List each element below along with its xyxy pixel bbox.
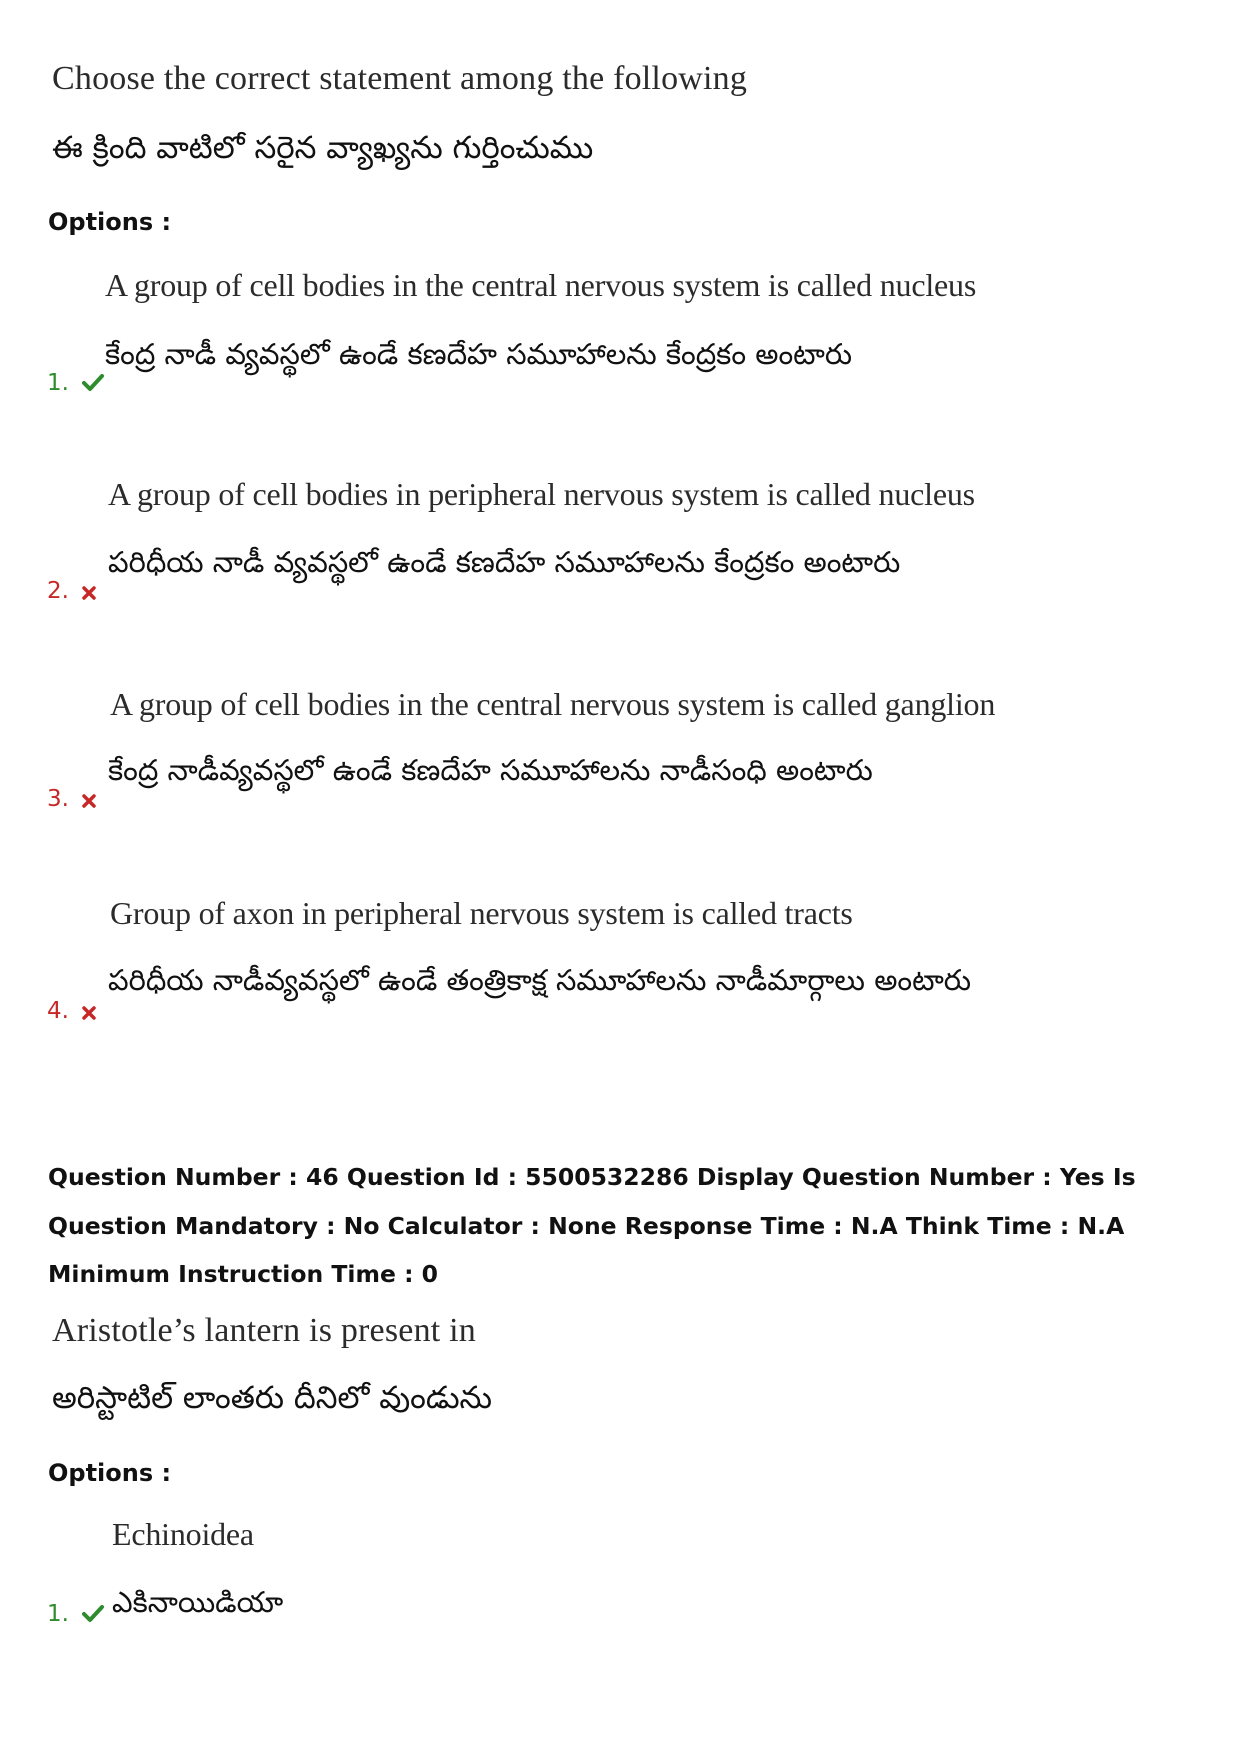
- option-number-label: 3.: [47, 786, 69, 812]
- option-number: [47, 786, 96, 814]
- option-number-label: 1.: [47, 1601, 69, 1627]
- option-text-te: కేంద్ర నాడీవ్యవస్థలో ఉండే కణదేహ సమూహాలను నాడీసంధి అంటారు: [108, 753, 873, 787]
- check-icon: [82, 1603, 104, 1629]
- option-text-en: Group of axon in peripheral nervous system is called tracts: [110, 895, 853, 931]
- question-text-te: ఈ క్రింది వాటిలో సరైన వ్యాఖ్యను గుర్తించుము: [52, 130, 594, 166]
- option-text-te: పరిధీయ నాడీవ్యవస్థలో ఉండే తంత్రికాక్ష సమూహాలను నాడీమార్గాలు అంటారు: [108, 963, 972, 997]
- option-text-en: A group of cell bodies in the central nervous system is called ganglion: [110, 686, 996, 722]
- cross-icon: [82, 1000, 96, 1026]
- option-text-en: A group of cell bodies in peripheral nervous system is called nucleus: [108, 476, 975, 512]
- option-number: [47, 370, 104, 398]
- check-icon: [82, 372, 104, 398]
- question-meta: Question Number : 46 Question Id : 5500532286 Display Question Number : Yes Is Question Mandatory : No Calculator : None Response Time : N.A Think Time : N.A Minimum Instruction Time : 0: [48, 1163, 1136, 1288]
- question-text-en: Aristotle’s lantern is present in: [52, 1312, 476, 1349]
- options-label: Options :: [48, 208, 172, 236]
- cross-icon: [82, 788, 96, 814]
- option-number-label: 4.: [47, 998, 69, 1024]
- option-number: [47, 998, 96, 1026]
- cross-icon: [82, 580, 96, 606]
- option-text-en: A group of cell bodies in the central nervous system is called nucleus: [105, 267, 977, 303]
- options-label: Options :: [48, 1459, 172, 1487]
- option-text-en: Echinoidea: [112, 1516, 254, 1552]
- option-text-te: పరిధీయ నాడీ వ్యవస్థలో ఉండే కణదేహ సమూహాలను కేంద్రకం అంటారు: [108, 545, 901, 579]
- option-text-te: కేంద్ర నాడీ వ్యవస్థలో ఉండే కణదేహ సమూహాలను కేంద్రకం అంటారు: [105, 337, 853, 371]
- option-number-label: 2.: [47, 578, 69, 604]
- option-number-label: 1.: [47, 370, 69, 396]
- question-text-en: Choose the correct statement among the following: [52, 60, 748, 97]
- question-text-te: అరిస్టాటిల్ లాంతరు దీనిలో వుండును: [52, 1380, 493, 1416]
- option-text-te: ఎకినాయిడియా: [112, 1585, 284, 1619]
- option-number: [47, 578, 96, 606]
- option-number: [47, 1601, 104, 1629]
